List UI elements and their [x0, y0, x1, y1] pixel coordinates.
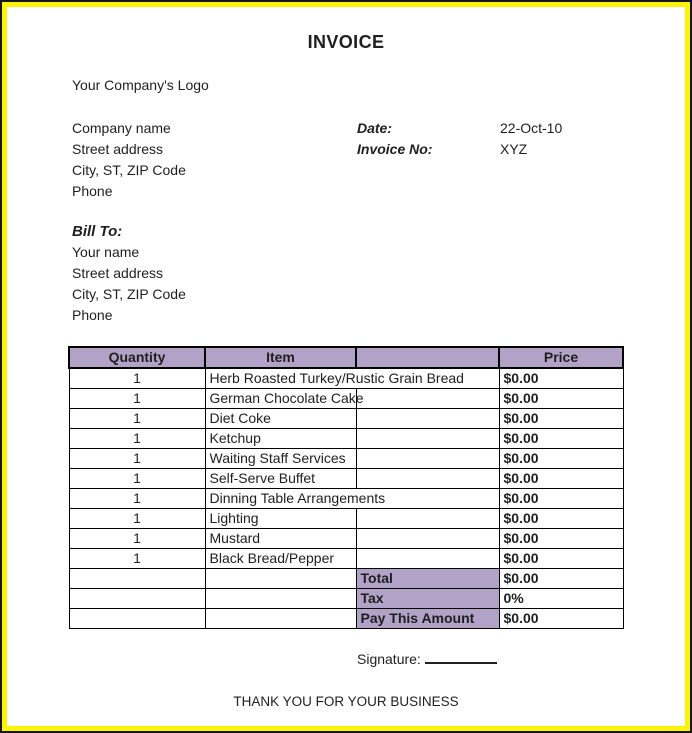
price-cell: $0.00	[499, 368, 623, 389]
item-cell-empty	[205, 569, 356, 589]
table-row	[69, 489, 623, 509]
summary-label-cell: Pay This Amount	[356, 609, 499, 629]
item-cell: Dinning Table Arrangements	[205, 489, 499, 509]
summary-row	[69, 609, 623, 629]
summary-row	[69, 569, 623, 589]
item-cell: Waiting Staff Services	[205, 449, 356, 469]
price-cell: $0.00	[499, 409, 623, 429]
company-phone: Phone	[72, 183, 113, 199]
table-row	[69, 389, 623, 409]
item-cell: German Chocolate Cake	[205, 389, 356, 409]
price-cell: $0.00	[499, 509, 623, 529]
company-name: Company name	[72, 120, 171, 136]
price-cell: $0.00	[499, 489, 623, 509]
item-cell: Lighting	[205, 509, 356, 529]
company-city: City, ST, ZIP Code	[72, 162, 186, 178]
table-row	[69, 368, 623, 389]
table-row	[69, 469, 623, 489]
table-row	[69, 409, 623, 429]
table-row	[69, 509, 623, 529]
blank-cell	[356, 429, 499, 449]
bill-to-label: Bill To:	[72, 223, 123, 240]
invoice-table-body	[69, 368, 623, 629]
blank-cell	[356, 389, 499, 409]
item-cell: Herb Roasted Turkey/Rustic Grain Bread	[205, 368, 499, 389]
quantity-cell: 1	[69, 549, 205, 569]
item-cell: Black Bread/Pepper	[205, 549, 356, 569]
summary-value-cell: 0%	[499, 589, 623, 609]
date-label: Date:	[357, 120, 393, 136]
item-cell-empty	[205, 609, 356, 629]
quantity-cell: 1	[69, 509, 205, 529]
price-cell: $0.00	[499, 549, 623, 569]
table-row	[69, 549, 623, 569]
invoice-meta-block	[357, 118, 562, 160]
bill-to-city: City, ST, ZIP Code	[72, 286, 186, 302]
invoice-no-value: XYZ	[500, 141, 528, 157]
quantity-cell-empty	[69, 589, 205, 609]
table-row	[69, 449, 623, 469]
quantity-cell: 1	[69, 449, 205, 469]
header-item: Item	[205, 347, 356, 368]
price-cell: $0.00	[499, 389, 623, 409]
price-cell: $0.00	[499, 469, 623, 489]
price-cell: $0.00	[499, 429, 623, 449]
bill-to-section	[72, 221, 685, 326]
summary-row	[69, 589, 623, 609]
signature-line	[425, 649, 497, 664]
quantity-cell: 1	[69, 529, 205, 549]
header-quantity: Quantity	[69, 347, 205, 368]
blank-cell	[356, 549, 499, 569]
table-row	[69, 429, 623, 449]
company-info-section	[72, 118, 685, 202]
header-price: Price	[499, 347, 623, 368]
quantity-cell: 1	[69, 368, 205, 389]
bill-to-street: Street address	[72, 265, 164, 281]
invoice-title: INVOICE	[307, 32, 385, 52]
item-cell: Mustard	[205, 529, 356, 549]
bill-to-phone: Phone	[72, 307, 113, 323]
invoice-no-label: Invoice No:	[357, 141, 433, 157]
summary-label-cell: Tax	[356, 589, 499, 609]
header-blank	[356, 347, 499, 368]
summary-label-cell: Total	[356, 569, 499, 589]
quantity-cell-empty	[69, 609, 205, 629]
item-cell-empty	[205, 589, 356, 609]
blank-cell	[356, 449, 499, 469]
invoice-page	[2, 2, 690, 731]
company-street: Street address	[72, 141, 164, 157]
item-cell: Diet Coke	[205, 409, 356, 429]
invoice-items-table	[68, 346, 624, 629]
blank-cell	[356, 409, 499, 429]
item-cell: Self-Serve Buffet	[205, 469, 356, 489]
quantity-cell: 1	[69, 409, 205, 429]
quantity-cell: 1	[69, 469, 205, 489]
thank-you-message: THANK YOU FOR YOUR BUSINESS	[233, 694, 459, 709]
blank-cell	[356, 469, 499, 489]
quantity-cell: 1	[69, 389, 205, 409]
summary-value-cell: $0.00	[499, 569, 623, 589]
price-cell: $0.00	[499, 449, 623, 469]
signature-row	[357, 649, 685, 668]
bill-to-name: Your name	[72, 244, 140, 260]
blank-cell	[356, 529, 499, 549]
summary-value-cell: $0.00	[499, 609, 623, 629]
table-header-row	[69, 347, 623, 368]
quantity-cell-empty	[69, 569, 205, 589]
quantity-cell: 1	[69, 429, 205, 449]
date-value: 22-Oct-10	[500, 120, 563, 136]
company-logo-placeholder: Your Company's Logo	[72, 77, 209, 93]
table-row	[69, 529, 623, 549]
price-cell: $0.00	[499, 529, 623, 549]
quantity-cell: 1	[69, 489, 205, 509]
item-cell: Ketchup	[205, 429, 356, 449]
signature-label: Signature:	[357, 651, 421, 667]
blank-cell	[356, 509, 499, 529]
